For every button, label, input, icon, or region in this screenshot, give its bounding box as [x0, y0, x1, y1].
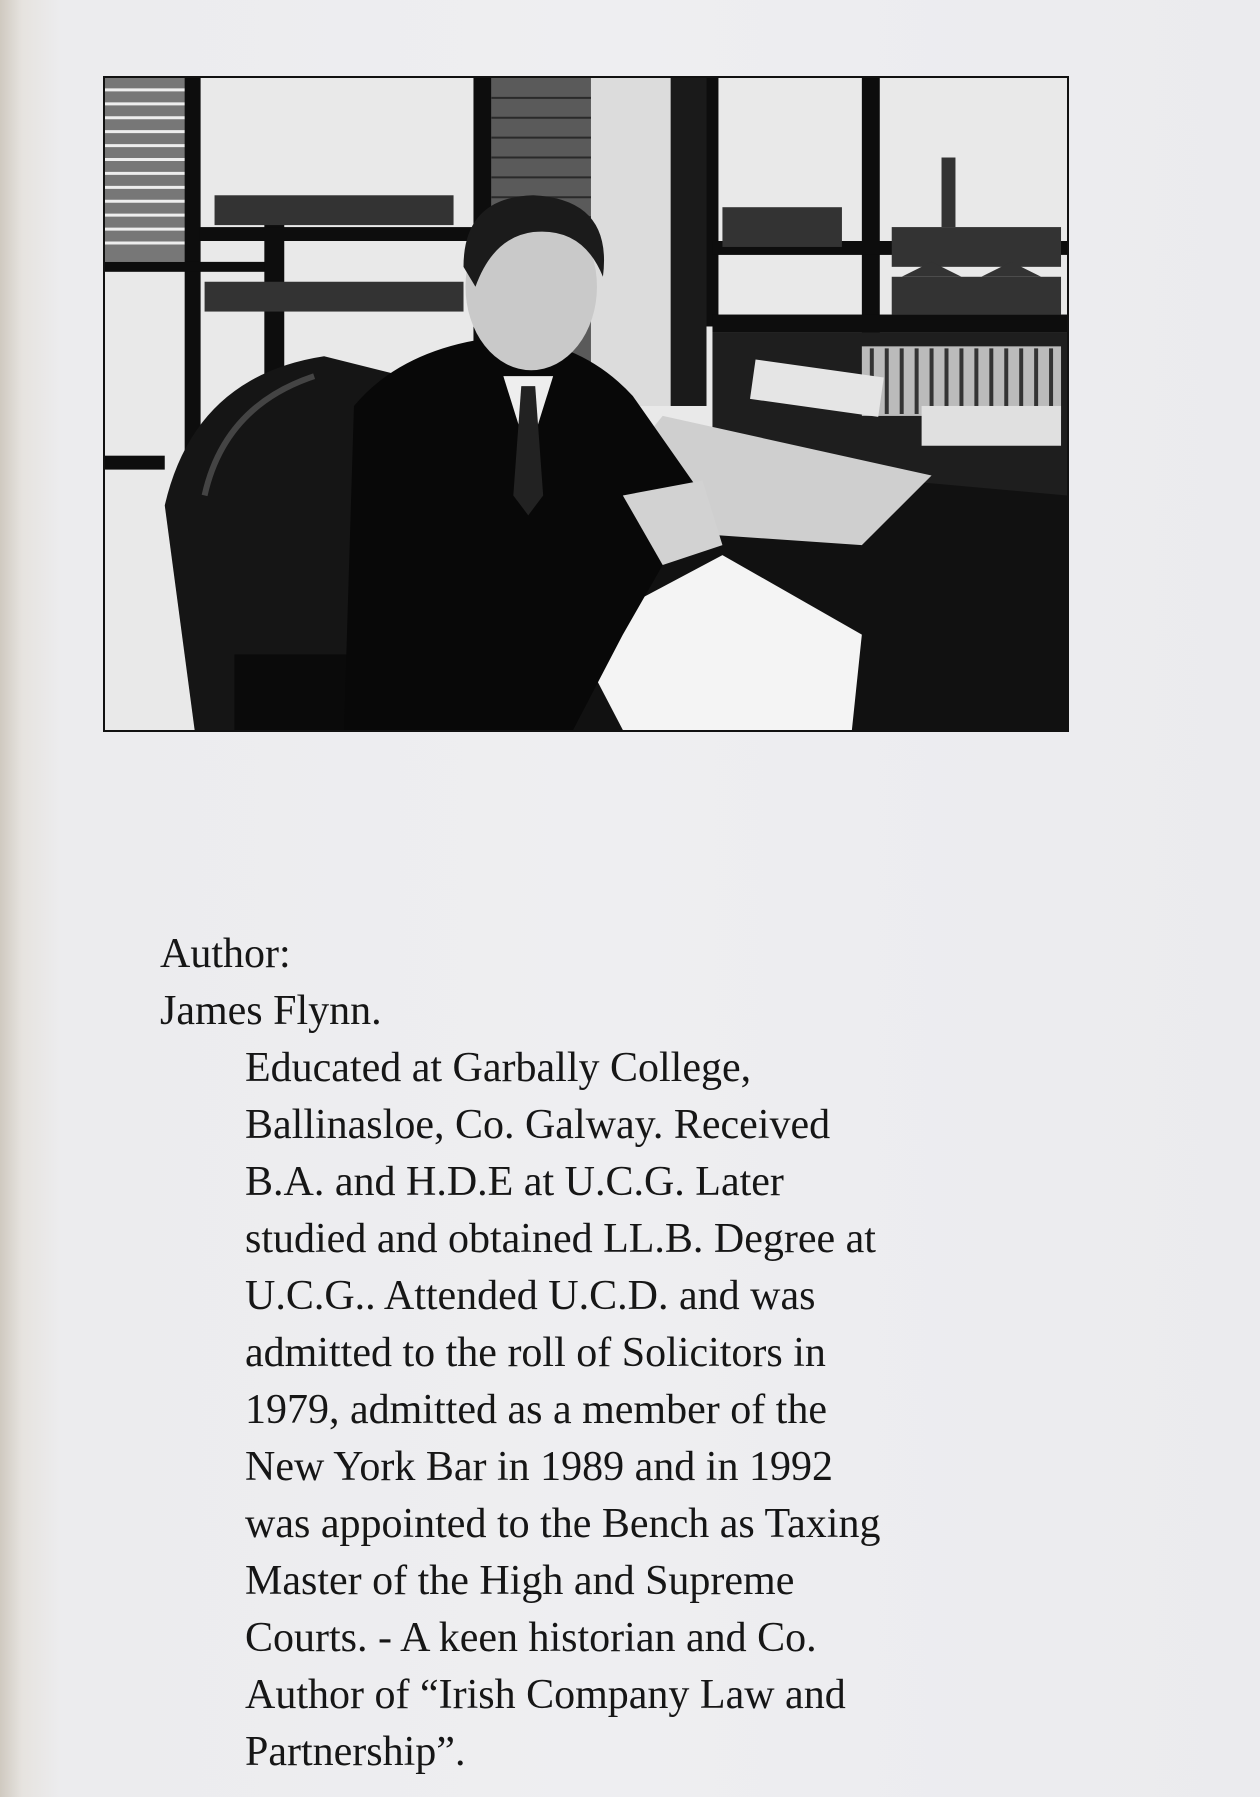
author-bio [160, 926, 1060, 1781]
author-portrait-photo [105, 78, 1067, 730]
bio-line: Partnership”. [245, 1729, 466, 1775]
bio-line: was appointed to the Bench as Taxing [245, 1501, 881, 1547]
bio-line: New York Bar in 1989 and in 1992 [245, 1444, 833, 1490]
bio-line: admitted to the roll of Solicitors in [245, 1330, 826, 1376]
bio-line: Master of the High and Supreme [245, 1558, 795, 1604]
radiator [862, 346, 1061, 416]
bio-line: B.A. and H.D.E at U.C.G. Later [245, 1159, 784, 1205]
bio-line: Educated at Garbally College, [245, 1045, 752, 1091]
bio-line: Author of “Irish Company Law and [245, 1672, 846, 1718]
author-biography-text [245, 1040, 1060, 1781]
author-name: James Flynn. [160, 988, 382, 1034]
bio-line: U.C.G.. Attended U.C.D. and was [245, 1273, 816, 1319]
author-photo [103, 76, 1069, 732]
bio-line: 1979, admitted as a member of the [245, 1387, 827, 1433]
bio-line: Courts. - A keen historian and Co. [245, 1615, 817, 1661]
bio-line: studied and obtained LL.B. Degree at [245, 1216, 876, 1262]
author-label: Author: [160, 931, 291, 977]
bio-line: Ballinasloe, Co. Galway. Received [245, 1102, 831, 1148]
